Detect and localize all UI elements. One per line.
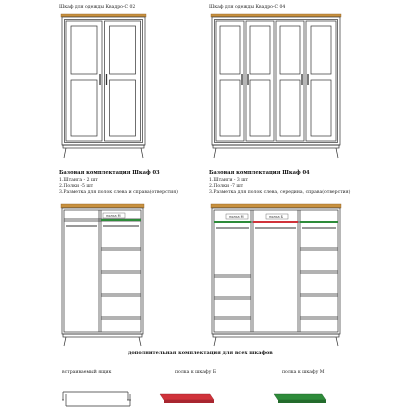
wardrobe-03-interior — [61, 204, 144, 346]
basic-set-04-item: 3.Разметка для полок слева, середина, справа(отверстия) — [209, 190, 351, 196]
wardrobe-02-title: Шкаф для одежды Квадро-С 02 — [59, 5, 136, 10]
drawer-label: встраиваемый ящик — [62, 370, 112, 375]
shelf-m-tag-04: полка М — [229, 215, 244, 219]
wardrobe-04-title: Шкаф для одежды Квадро-С 04 — [209, 5, 286, 10]
drawer-drawing — [62, 392, 131, 406]
shelf-m-tag-03: полка М — [106, 214, 121, 218]
shelf-b-tag-04: полка Б — [269, 215, 283, 219]
extras-title: дополнительная комплектация для всех шкафов — [128, 350, 273, 356]
wardrobe-02-drawing — [61, 14, 146, 158]
shelf-b-piece — [160, 394, 214, 400]
basic-set-03-title: Базовая комплектация Шкаф 03 — [59, 170, 160, 176]
basic-set-03-item: 2.Полки -5 шт — [59, 184, 94, 190]
wardrobe-04-interior — [211, 204, 341, 346]
shelf-m-label: полка к шкафу М — [282, 370, 325, 375]
basic-set-04-title: Базовая комплектация Шкаф 04 — [209, 170, 310, 176]
wardrobe-04-drawing — [211, 14, 341, 158]
basic-set-03-item: 1.Штанга - 2 шт — [59, 178, 98, 183]
basic-set-04-item: 1.Штанги - 3 шт — [209, 178, 249, 183]
basic-set-04-item: 2.Полки -7 шт — [209, 184, 244, 190]
basic-set-03-item: 3.Разметка для полок слева и справа(отверстия) — [59, 190, 178, 196]
shelf-m-piece — [274, 394, 326, 400]
shelf-b-label: полка к шкафу Б — [175, 370, 217, 375]
